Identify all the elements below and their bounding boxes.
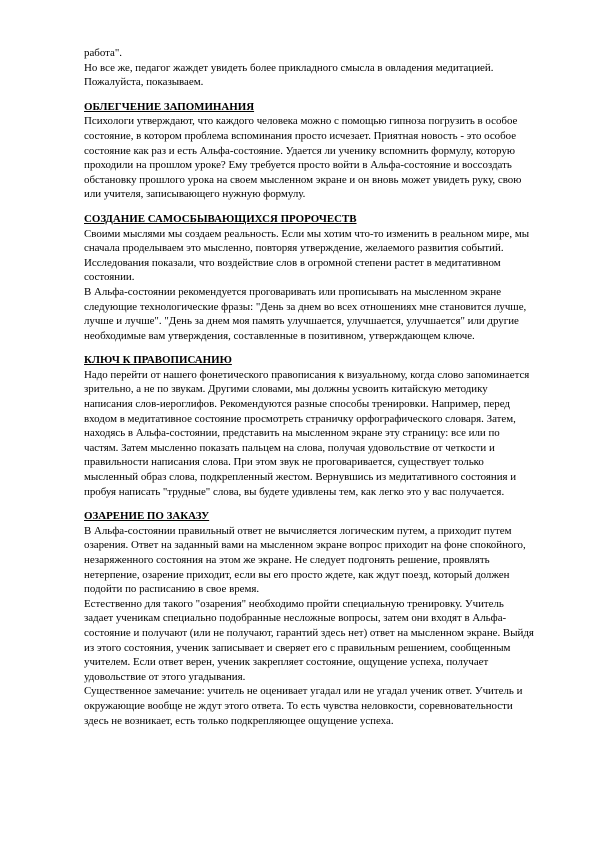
section-paragraph: Естественно для такого "озарения" необходимо пройти специальную тренировку. Учитель задает ученикам специально подобранные несложные вопросы, затем они входят в Альфа-состояние и получают (или не получают, гарантий здесь нет) ответ на мысленном экране. Выйдя из этого состояния, ученик записывает и сверяет его с правильным решением, сообщенным учителем. Если ответ верен, ученик закрепляет состояние, ощущение успеха, получает удовольствие от этого угадывания.: [84, 597, 534, 683]
section-paragraph: В Альфа-состоянии правильный ответ не вычисляется логическим путем, а приходит путем озарения. Ответ на заданный вами на мысленном экране вопрос приходит на фоне спокойного, незаряженного состояния на этом же экране. Не следует подгонять решение, проявлять нетерпение, озарение приходит, если вы его просто ждете, как ждут поезд, который должен подойти по расписанию в свое время.: [84, 524, 526, 596]
section-paragraph: Существенное замечание: учитель не оценивает угадал или не угадал ученик ответ. Учитель и окружающие вообще не ждут этого ответа. То есть чувства неловкости, соревновательности здесь не возникает, есть только подкрепляющее ощущение успеха.: [84, 685, 523, 727]
section-heading-insight: ОЗАРЕНИЕ ПО ЗАКАЗУ: [84, 510, 210, 523]
section-heading-prophecies: СОЗДАНИЕ САМОСБЫВАЮЩИХСЯ ПРОРОЧЕСТВ: [84, 212, 357, 225]
section-prophecies: [84, 212, 535, 343]
section-paragraph: Психологи утверждают, что каждого человека можно с помощью гипноза погрузить в особое состояние, в котором проблема вспоминания просто исчезает. Приятная новость - это особое состояние как раз и есть Альфа-состояние. Удается ли ученику вспомнить формулу, которую проходили на прошлом уроке? Ему требуется просто войти в Альфа-состояние и воссоздать обстановку прошлого урока на своем мысленном экране и он вновь может увидеть руку, свою или учителя, записывающего нужную формулу.: [84, 115, 522, 201]
section-paragraph: Надо перейти от нашего фонетического правописания к визуальному, когда слово запоминается зрительно, а не по звукам. Другими словами, мы должны усвоить китайскую методику написания слов-иероглифов. Рекомендуются разные способы тренировки. Например, перед входом в медитативное состояние просмотреть страничку орфографического словаря. Затем, находясь в Альфа-состоянии, представить на мысленном экране эту страницу: все или по частям. Затем мысленно показать пальцем на слова, получая удовольствие от четкости и правильности написания слова. При этом звук не проговаривается, существует только мысленный образ слова, подкрепленный жестом. Вернувшись из медитативного состояния и пробуя написать "трудные" слова, вы будете удивлены тем, как легко это у вас получается.: [84, 368, 530, 498]
section-memory: [84, 100, 535, 202]
intro-paragraph-2: Но все же, педагог жаждет увидеть более прикладного смысла в овладения медитацией. Пожалуйста, показываем.: [84, 61, 494, 89]
section-heading-spelling: КЛЮЧ К ПРАВОПИСАНИЮ: [84, 354, 232, 367]
section-insight: [84, 509, 535, 728]
intro-paragraph-1: работа".: [84, 47, 123, 59]
intro-block: [84, 46, 535, 90]
section-paragraph: Своими мыслями мы создаем реальность. Если мы хотим что-то изменить в реальном мире, мы сначала проделываем это мысленно, повторяя утверждение, желаемого развития событий. Исследования показали, что воздействие слов в огромной степени растет в медитативном состоянии.: [84, 227, 530, 284]
section-spelling: [84, 353, 535, 499]
section-paragraph: В Альфа-состоянии рекомендуется проговаривать или прописывать на мысленном экране следующие технологические фразы: "День за днем во всех отношениях мне становится лучше, лучше и лучше". "День за днем моя память улучшается, улучшается, улучшается" или другие необходимые вам утверждения, составленные в позитивном, утверждающем ключе.: [84, 285, 527, 342]
section-heading-memory: ОБЛЕГЧЕНИЕ ЗАПОМИНАНИЯ: [84, 100, 255, 113]
